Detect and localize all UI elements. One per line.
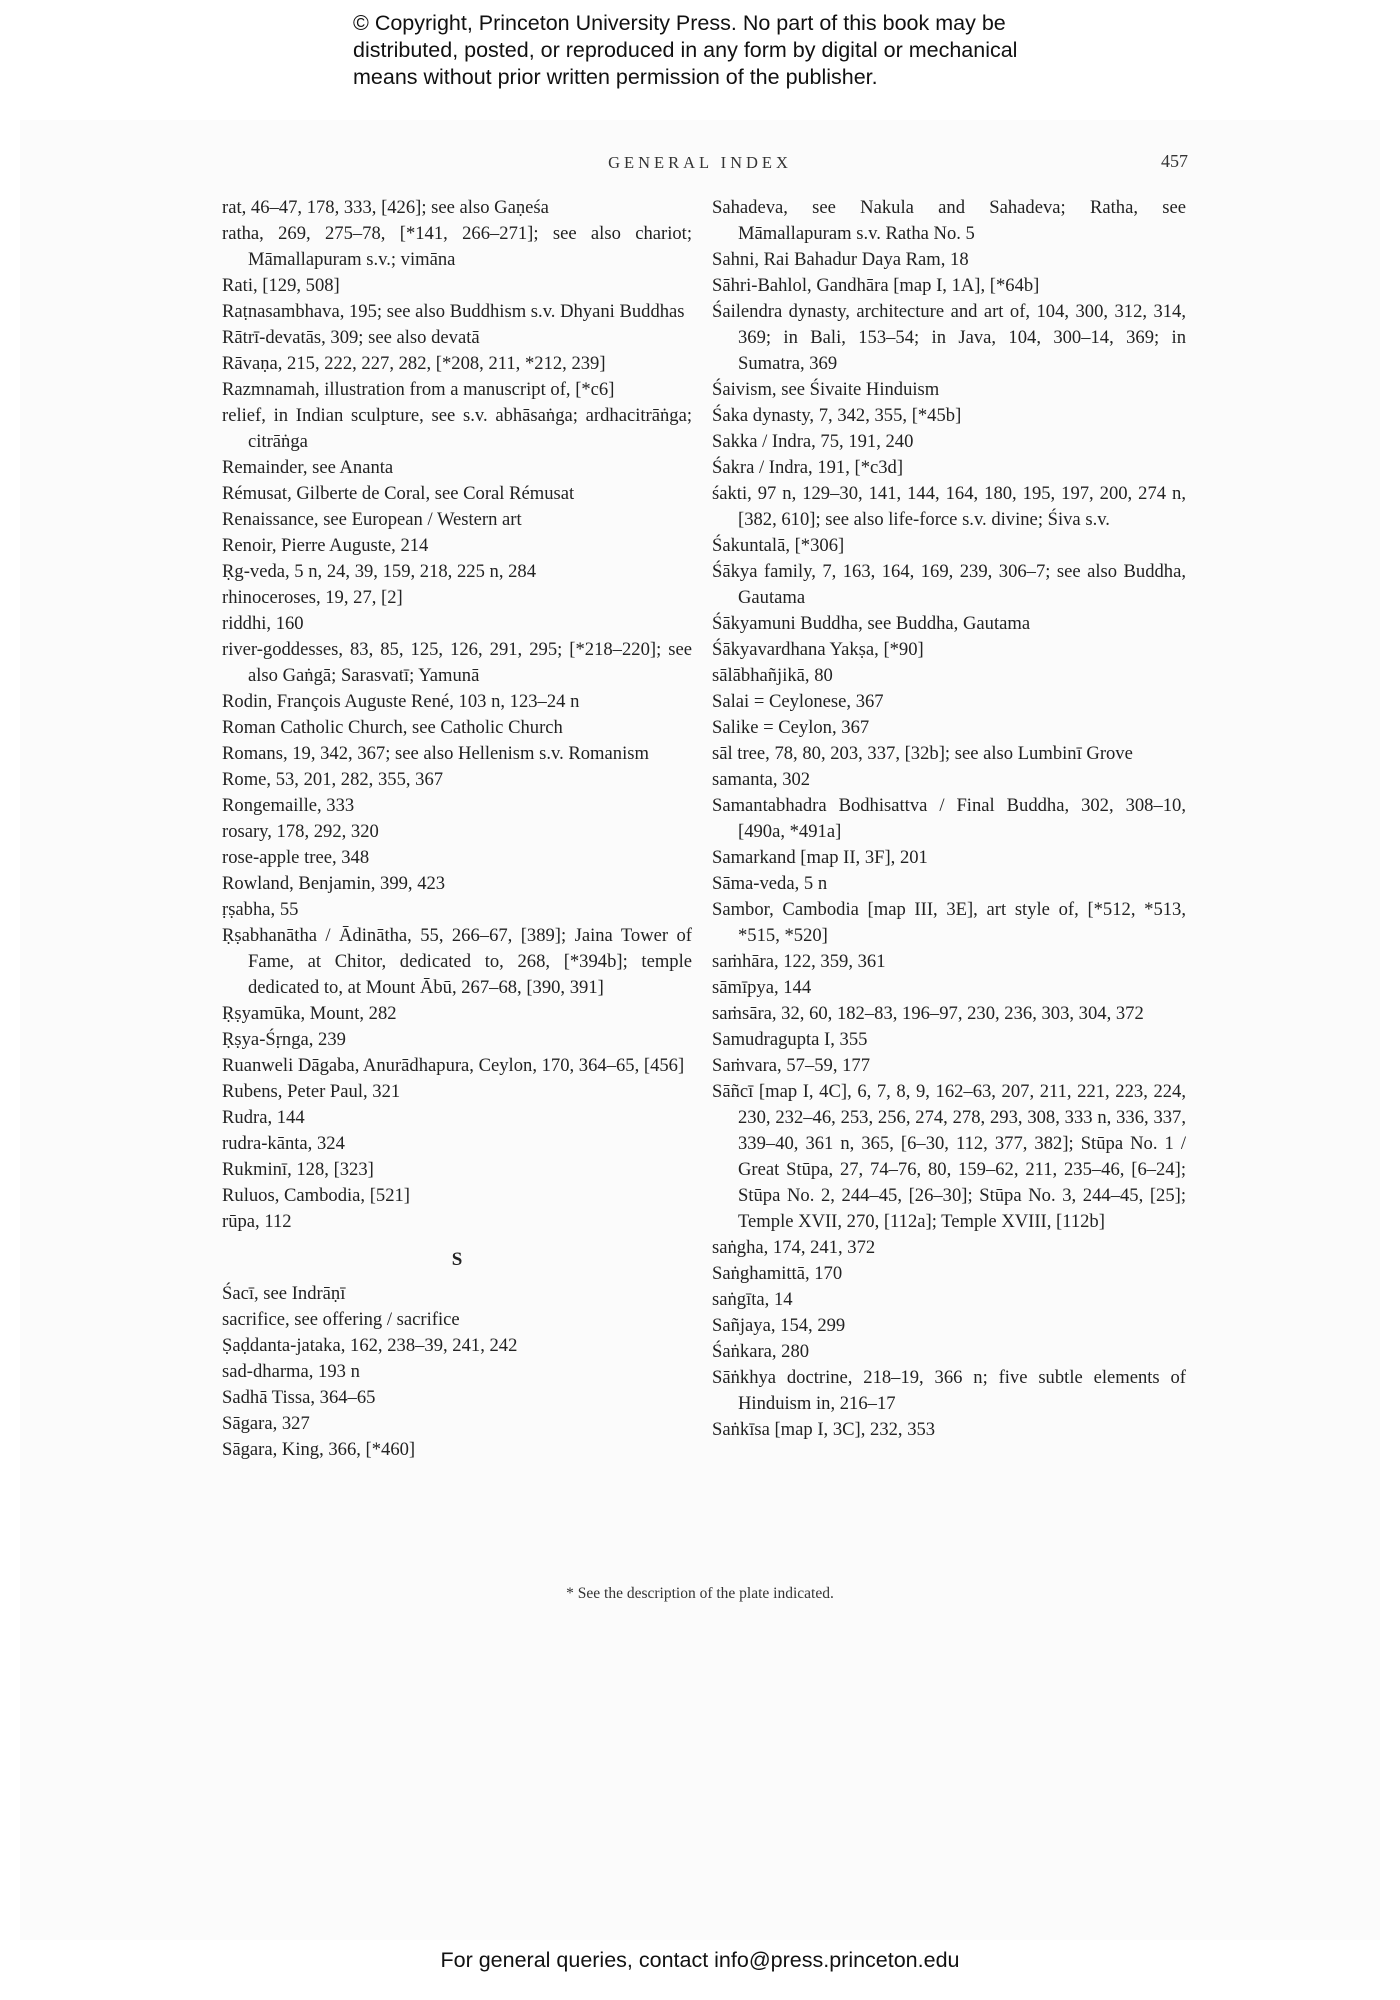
index-entry: Śaṅkara, 280: [712, 1341, 810, 1362]
index-entry: Śākyavardhana Yakṣa, [*90]: [712, 639, 924, 660]
index-entry: Saṅghamittā, 170: [712, 1263, 843, 1284]
index-entry: Sahadeva, see Nakula and Sahadeva; Ratha, see Māmallapuram s.v. Ratha No. 5: [712, 197, 1186, 244]
index-entry: Rodin, François Auguste René, 103 n, 123–24 n: [222, 691, 580, 712]
index-entry: Renoir, Pierre Auguste, 214: [222, 535, 429, 556]
index-entry: sālābhañjikā, 80: [712, 665, 833, 686]
index-entry: Raṭnasambhava, 195; see also Buddhism s.v. Dhyani Buddhas: [222, 301, 685, 322]
index-entry: Rati, [129, 508]: [222, 275, 340, 296]
index-entry: Rudra, 144: [222, 1107, 305, 1128]
index-entry: Rémusat, Gilberte de Coral, see Coral Rémusat: [222, 483, 575, 504]
index-entry: Rome, 53, 201, 282, 355, 367: [222, 769, 444, 790]
running-head: GENERAL INDEX: [608, 153, 792, 172]
index-entry: Ruanweli Dāgaba, Anurādhapura, Ceylon, 170, 364–65, [456]: [222, 1055, 685, 1076]
index-entry: relief, in Indian sculpture, see s.v. abhāsaṅga; ardhacitrāṅga; citrāṅga: [222, 405, 692, 452]
index-entry: Śacī, see Indrāṇī: [222, 1283, 346, 1304]
index-entries-s: [222, 1281, 692, 1463]
index-entry: Sahni, Rai Bahadur Daya Ram, 18: [712, 249, 969, 270]
index-entry: Sāgara, King, 366, [*460]: [222, 1439, 416, 1460]
copyright-notice: [353, 10, 1113, 91]
index-entry: Renaissance, see European / Western art: [222, 509, 522, 530]
index-entry: Samudragupta I, 355: [712, 1029, 868, 1050]
index-entry: Rukminī, 128, [323]: [222, 1159, 374, 1180]
index-entry: rudra-kānta, 324: [222, 1133, 345, 1154]
index-entry: Śakuntalā, [*306]: [712, 535, 845, 556]
index-entry: Śakra / Indra, 191, [*c3d]: [712, 457, 904, 478]
index-entry: saṅgha, 174, 241, 372: [712, 1237, 876, 1258]
index-entry: saṁsāra, 32, 60, 182–83, 196–97, 230, 236, 303, 304, 372: [712, 1003, 1144, 1024]
index-entry: rosary, 178, 292, 320: [222, 821, 379, 842]
index-entry: Rowland, Benjamin, 399, 423: [222, 873, 446, 894]
index-entry: sacrifice, see offering / sacrifice: [222, 1309, 460, 1330]
index-entry: Remainder, see Ananta: [222, 457, 394, 478]
copyright-line: distributed, posted, or reproduced in any form by digital or mechanical: [353, 38, 1018, 62]
index-entry: Sadhā Tissa, 364–65: [222, 1387, 376, 1408]
index-entry: rūpa, 112: [222, 1211, 292, 1232]
copyright-line: means without prior written permission of the publisher.: [353, 65, 878, 89]
index-entry: rose-apple tree, 348: [222, 847, 370, 868]
contact-line: For general queries, contact info@press.princeton.edu: [440, 1948, 960, 1972]
index-entry: Saṁvara, 57–59, 177: [712, 1055, 871, 1076]
index-entry: Ruluos, Cambodia, [521]: [222, 1185, 410, 1206]
index-entries-r: [222, 195, 692, 1235]
index-entry: Razmnamah, illustration from a manuscript of, [*c6]: [222, 379, 615, 400]
index-entry: Sambor, Cambodia [map III, 3E], art style of, [*512, *513, *515, *520]: [712, 899, 1186, 946]
index-entry: river-goddesses, 83, 85, 125, 126, 291, 295; [*218–220]; see also Gaṅgā; Sarasvatī; Yamunā: [222, 639, 692, 686]
index-entry: saṁhāra, 122, 359, 361: [712, 951, 886, 972]
index-entry: Ṛṣabhanātha / Ādinātha, 55, 266–67, [389]; Jaina Tower of Fame, at Chitor, dedicated to, 268, [*394b]; temple dedicated to, at Mount Ābū, 267–68, [390, 391]: [222, 925, 692, 998]
index-entry: Śākya family, 7, 163, 164, 169, 239, 306–7; see also Buddha, Gautama: [712, 561, 1186, 608]
index-entry: Śaivism, see Śivaite Hinduism: [712, 379, 940, 400]
index-entry: ṛṣabha, 55: [222, 899, 299, 920]
index-entry: Salike = Ceylon, 367: [712, 717, 870, 738]
index-entry: Rubens, Peter Paul, 321: [222, 1081, 401, 1102]
index-entry: Śailendra dynasty, architecture and art of, 104, 300, 312, 314, 369; in Bali, 153–54; in Java, 104, 300–14, 369; in Sumatra, 369: [712, 301, 1186, 374]
section-letter-heading: S: [451, 1249, 463, 1270]
index-entry: śakti, 97 n, 129–30, 141, 144, 164, 180, 195, 197, 200, 274 n, [382, 610]; see also life-force s.v. divine; Śiva s.v.: [712, 483, 1186, 530]
index-entry: saṅgīta, 14: [712, 1289, 793, 1310]
index-entry: Sāṅkhya doctrine, 218–19, 366 n; five subtle elements of Hinduism in, 216–17: [712, 1367, 1186, 1414]
index-entry: riddhi, 160: [222, 613, 304, 634]
index-entry: sad-dharma, 193 n: [222, 1361, 360, 1382]
index-entry: Ṛṣya-Śṛnga, 239: [222, 1029, 346, 1050]
index-entry: Ṣaḍdanta-jataka, 162, 238–39, 241, 242: [222, 1335, 518, 1356]
index-entry: Sāgara, 327: [222, 1413, 310, 1434]
index-entry: Sāhri-Bahlol, Gandhāra [map I, 1A], [*64b]: [712, 275, 1040, 296]
index-entry: Roman Catholic Church, see Catholic Church: [222, 717, 563, 738]
index-entry: Saṅkīsa [map I, 3C], 232, 353: [712, 1419, 936, 1440]
index-entry: Ṛṣyamūka, Mount, 282: [222, 1003, 397, 1024]
index-entry: Rongemaille, 333: [222, 795, 355, 816]
index-entry: Romans, 19, 342, 367; see also Hellenism s.v. Romanism: [222, 743, 649, 764]
index-entry: Rāvaṇa, 215, 222, 227, 282, [*208, 211, *212, 239]: [222, 353, 606, 374]
index-entry: Sāñcī [map I, 4C], 6, 7, 8, 9, 162–63, 207, 211, 221, 223, 224, 230, 232–46, 253, 256, 274, 278, 293, 308, 333 n, 336, 337, 339–40, 361 n, 365, [6–30, 112, 377, 382]; Stūpa No. 1 / Great Stūpa, 27, 74–76, 80, 159–62, 211, 235–46, [6–24]; Stūpa No. 2, 244–45, [26–30]; Stūpa No. 3, 244–45, [25]; Temple XVII, 270, [112a]; Temple XVIII, [112b]: [712, 1081, 1186, 1232]
index-entry: Ṛg-veda, 5 n, 24, 39, 159, 218, 225 n, 284: [222, 561, 537, 582]
index-entry: samanta, 302: [712, 769, 811, 790]
index-entry: Sāma-veda, 5 n: [712, 873, 828, 894]
index-entry: rat, 46–47, 178, 333, [426]; see also Gaṇeśa: [222, 197, 549, 218]
index-entry: ratha, 269, 275–78, [*141, 266–271]; see also chariot; Māmallapuram s.v.; vimāna: [222, 223, 692, 270]
index-entries-s-continued: [712, 195, 1186, 1443]
index-column-left: [222, 195, 692, 1463]
index-column-right: [712, 195, 1186, 1443]
page-number: 457: [1161, 151, 1188, 171]
index-entry: Śākyamuni Buddha, see Buddha, Gautama: [712, 613, 1031, 634]
index-entry: Śaka dynasty, 7, 342, 355, [*45b]: [712, 405, 962, 426]
copyright-line: © Copyright, Princeton University Press. No part of this book may be: [353, 11, 1006, 35]
index-entry: Sañjaya, 154, 299: [712, 1315, 846, 1336]
index-entry: Rātrī-devatās, 309; see also devatā: [222, 327, 480, 348]
index-entry: Sakka / Indra, 75, 191, 240: [712, 431, 914, 452]
index-entry: sāl tree, 78, 80, 203, 337, [32b]; see also Lumbinī Grove: [712, 743, 1133, 764]
plate-footnote: * See the description of the plate indicated.: [566, 1585, 834, 1602]
index-entry: Salai = Ceylonese, 367: [712, 691, 884, 712]
index-entry: rhinoceroses, 19, 27, [2]: [222, 587, 403, 608]
index-entry: sāmīpya, 144: [712, 977, 812, 998]
index-entry: Samarkand [map II, 3F], 201: [712, 847, 928, 868]
index-entry: Samantabhadra Bodhisattva / Final Buddha, 302, 308–10, [490a, *491a]: [712, 795, 1186, 842]
